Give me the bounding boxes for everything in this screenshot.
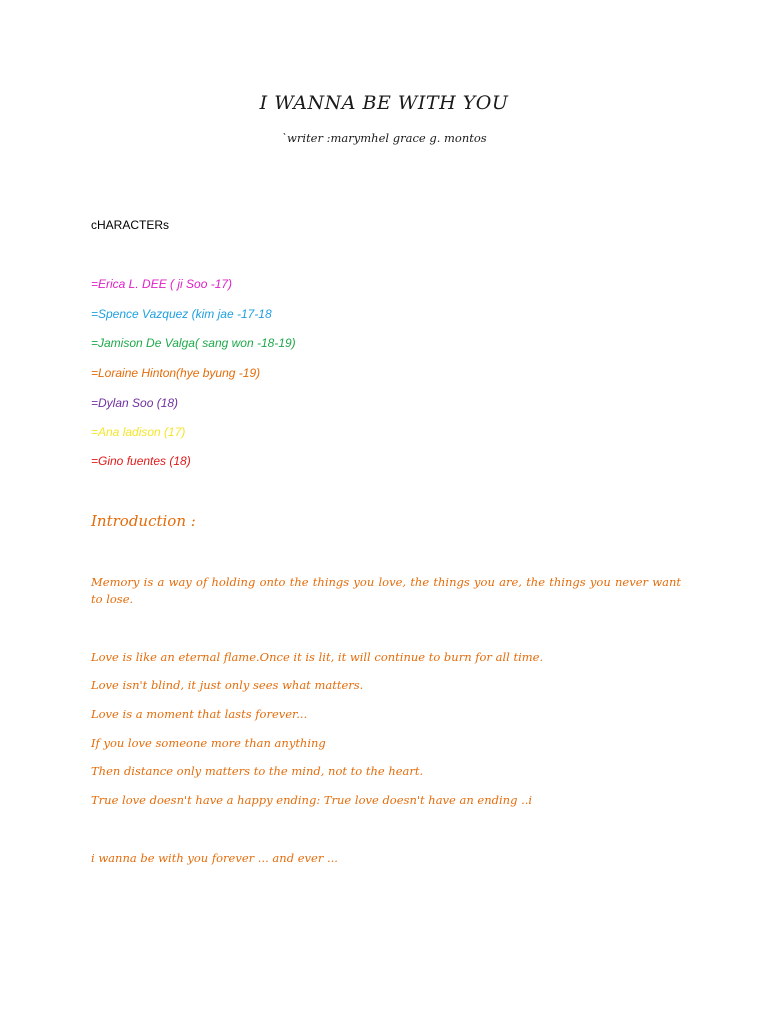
love-line: Love isn't blind, it just only sees what matters.: [91, 678, 364, 692]
love-line: Love is a moment that lasts forever...: [91, 707, 308, 721]
character-spence: =Spence Vazquez (kim jae -17-18: [91, 307, 272, 321]
character-jamison: =Jamison De Valga( sang won -18-19): [91, 336, 296, 350]
love-line: Then distance only matters to the mind, not to the heart.: [91, 764, 424, 778]
love-line: True love doesn't have a happy ending: True love doesn't have an ending ..i: [91, 793, 533, 807]
love-line: Love is like an eternal flame.Once it is lit, it will continue to burn for all time.: [91, 650, 544, 664]
character-gino: =Gino fuentes (18): [91, 454, 191, 468]
character-loraine: =Loraine Hinton(hye byung -19): [91, 366, 261, 380]
memory-paragraph: Memory is a way of holding onto the things you love, the things you are, the things you never want to lose.: [91, 575, 681, 606]
document-title: I WANNA BE WITH YOU: [259, 92, 509, 114]
character-ana: =Ana ladison (17): [91, 425, 186, 439]
characters-heading: cHARACTERs: [91, 218, 170, 232]
closing-line: i wanna be with you forever ... and ever ...: [91, 851, 338, 865]
character-erica: =Erica L. DEE ( ji Soo -17): [91, 277, 233, 291]
character-dylan: =Dylan Soo (18): [91, 396, 179, 410]
introduction-heading: Introduction :: [91, 512, 196, 530]
writer-credit: `writer :marymhel grace g. montos: [281, 131, 487, 145]
love-line: If you love someone more than anything: [91, 736, 326, 750]
